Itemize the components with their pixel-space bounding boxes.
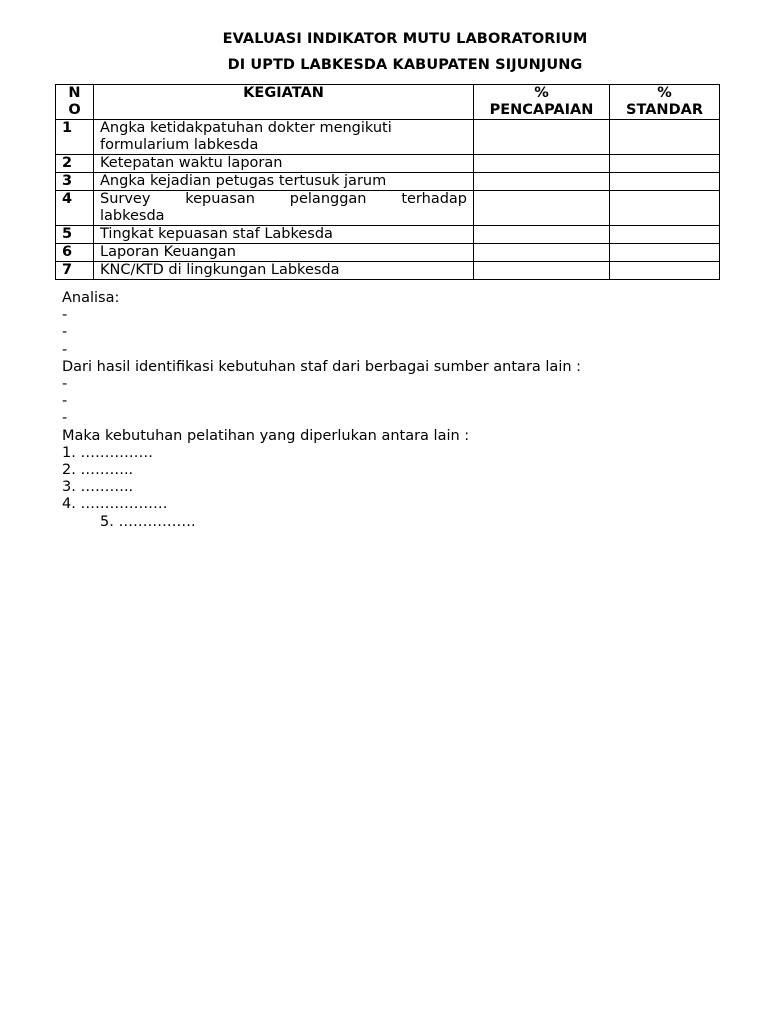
row-number: 4	[56, 191, 94, 226]
training-list-item: 4. ………………	[62, 496, 168, 513]
row-activity-line1: Angka ketidakpatuhan dokter mengikuti	[100, 120, 392, 136]
table-row	[56, 155, 720, 173]
header-standar-line1: %	[657, 85, 672, 101]
row-activity: Ketepatan waktu laporan	[94, 155, 474, 173]
row-standar-cell[interactable]	[610, 262, 720, 280]
header-pencapaian-line1: %	[534, 85, 549, 101]
header-standar-line2: STANDAR	[626, 102, 703, 118]
needs-dash: -	[62, 410, 68, 427]
row-pencapaian-cell[interactable]	[474, 191, 610, 226]
row-activity-line1: Survey kepuasan pelanggan terhadap	[100, 191, 467, 207]
row-activity	[94, 120, 474, 155]
table-row	[56, 120, 720, 155]
document-subtitle: DI UPTD LABKESDA KABUPATEN SIJUNJUNG	[227, 57, 583, 73]
header-no-line2: O	[68, 102, 81, 118]
row-standar-cell[interactable]	[610, 244, 720, 262]
analysis-section	[62, 290, 581, 531]
training-list-item: 3. ………..	[62, 479, 134, 496]
analysis-dash: -	[62, 307, 68, 324]
row-pencapaian-cell[interactable]	[474, 155, 610, 173]
row-pencapaian-cell[interactable]	[474, 244, 610, 262]
row-standar-cell[interactable]	[610, 173, 720, 191]
document-title: EVALUASI INDIKATOR MUTU LABORATORIUM	[222, 31, 588, 47]
row-number: 2	[56, 155, 94, 173]
table-row	[56, 173, 720, 191]
header-pencapaian	[474, 85, 610, 120]
row-number: 1	[56, 120, 94, 155]
row-pencapaian-cell[interactable]	[474, 226, 610, 244]
row-pencapaian-cell[interactable]	[474, 262, 610, 280]
row-activity: Angka kejadian petugas tertusuk jarum	[94, 173, 474, 191]
row-standar-cell[interactable]	[610, 191, 720, 226]
row-activity: KNC/KTD di lingkungan Labkesda	[94, 262, 474, 280]
header-no-line1: N	[68, 85, 81, 101]
table-row	[56, 226, 720, 244]
table-row	[56, 262, 720, 280]
training-list-item: 5. …………….	[100, 513, 196, 530]
row-activity	[94, 191, 474, 226]
header-kegiatan: KEGIATAN	[94, 85, 474, 120]
training-list-item: 1. ……………	[62, 444, 153, 461]
row-number: 5	[56, 226, 94, 244]
row-activity-line2: labkesda	[100, 208, 165, 224]
analysis-dash: -	[62, 341, 68, 358]
table-row	[56, 244, 720, 262]
training-needs-text: Maka kebutuhan pelatihan yang diperlukan antara lain :	[62, 427, 470, 444]
row-activity: Laporan Keuangan	[94, 244, 474, 262]
header-pencapaian-line2: PENCAPAIAN	[489, 102, 594, 118]
row-number: 3	[56, 173, 94, 191]
needs-dash: -	[62, 393, 68, 410]
row-pencapaian-cell[interactable]	[474, 120, 610, 155]
row-activity-line2: formularium labkesda	[100, 137, 259, 153]
header-no	[56, 85, 94, 120]
row-pencapaian-cell[interactable]	[474, 173, 610, 191]
indicator-table	[55, 84, 720, 280]
header-standar	[610, 85, 720, 120]
row-number: 6	[56, 244, 94, 262]
analysis-label: Analisa:	[62, 290, 120, 306]
needs-dash: -	[62, 376, 68, 393]
training-list-item: 2. ………..	[62, 462, 134, 479]
row-standar-cell[interactable]	[610, 120, 720, 155]
analysis-dash: -	[62, 324, 68, 341]
row-standar-cell[interactable]	[610, 155, 720, 173]
table-header-row	[56, 85, 720, 120]
row-number: 7	[56, 262, 94, 280]
needs-identification-text: Dari hasil identifikasi kebutuhan staf dari berbagai sumber antara lain :	[62, 358, 582, 375]
row-standar-cell[interactable]	[610, 226, 720, 244]
table-row	[56, 191, 720, 226]
row-activity: Tingkat kepuasan staf Labkesda	[94, 226, 474, 244]
